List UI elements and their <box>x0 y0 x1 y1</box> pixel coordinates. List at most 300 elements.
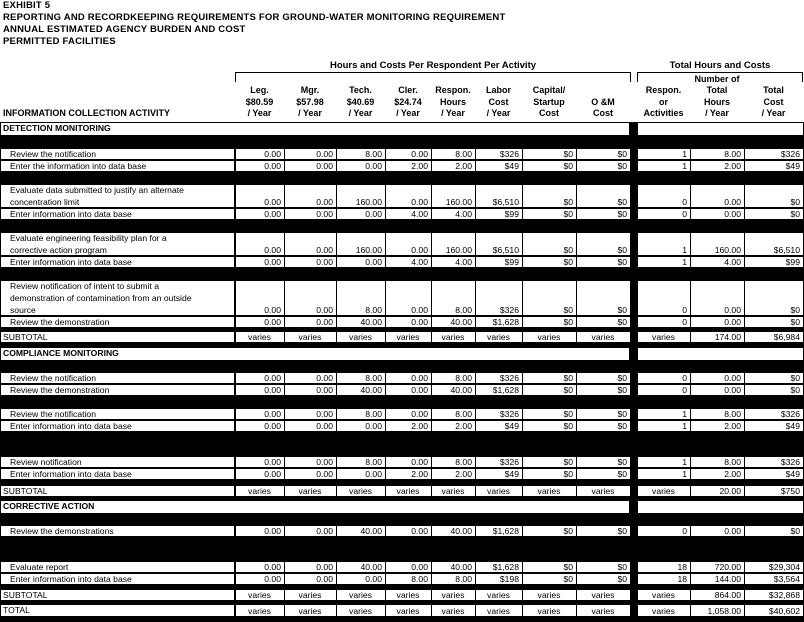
cell-respondents: 1 <box>682 149 687 159</box>
cell-om-cost: varies <box>591 332 615 342</box>
column-header-labor-cost: Labor <box>485 85 511 95</box>
cell-cler: 0.00 <box>411 305 428 315</box>
cell-labor-cost: $6,510 <box>492 197 519 207</box>
cell-capital-cost: $0 <box>563 526 573 536</box>
separator-band <box>0 220 804 232</box>
cell-total-hours: 20.00 <box>719 486 741 496</box>
cell-om-cost: $0 <box>617 149 627 159</box>
cell-respondents: varies <box>652 486 675 496</box>
cell-total-cost: $49 <box>785 421 800 431</box>
cell-capital-cost: $0 <box>563 317 573 327</box>
cell-tech: 8.00 <box>365 409 382 419</box>
cell-respondents: 0 <box>682 209 687 219</box>
activity-label: Review the demonstration <box>10 317 110 327</box>
cell-total-hours: 0.00 <box>724 197 741 207</box>
cell-leg: 0.00 <box>264 409 281 419</box>
cell-om-cost: $0 <box>617 245 627 255</box>
section-title: COMPLIANCE MONITORING <box>3 348 119 358</box>
cell-labor-cost: varies <box>487 332 510 342</box>
column-header-labor-cost: Cost <box>488 96 509 107</box>
cell-capital-cost: $0 <box>563 457 573 467</box>
cell-total-cost: $32,868 <box>768 590 800 600</box>
cell-respon-hours: 2.00 <box>455 421 472 431</box>
cell-mgr: 0.00 <box>316 317 333 327</box>
cell-capital-cost: $0 <box>563 209 573 219</box>
cell-respon-hours: 160.00 <box>445 197 472 207</box>
cell-mgr: 0.00 <box>316 245 333 255</box>
cell-respondents: 1 <box>682 245 687 255</box>
subtotal-label: SUBTOTAL <box>3 590 48 600</box>
cell-total-cost: $0 <box>790 305 800 315</box>
cell-om-cost: $0 <box>617 257 627 267</box>
activity-label: Review the notification <box>10 409 96 419</box>
cell-tech: 8.00 <box>365 149 382 159</box>
column-header-labor-cost: / Year <box>486 108 511 118</box>
cell-cler: 0.00 <box>411 526 428 536</box>
separator-band <box>0 136 804 148</box>
column-header-tech: Tech. <box>349 85 372 95</box>
cell-leg: 0.00 <box>264 373 281 383</box>
cell-total-cost: $326 <box>780 457 800 467</box>
cell-respondents: 1 <box>682 257 687 267</box>
cell-total-cost: $49 <box>785 469 800 479</box>
cell-total-hours: 720.00 <box>714 562 741 572</box>
section-header-filler <box>637 122 804 136</box>
cell-tech: 0.00 <box>365 257 382 267</box>
totals-group-header: Total Hours and Costs <box>669 60 771 71</box>
cell-cler: varies <box>396 332 420 342</box>
cell-capital-cost: $0 <box>563 409 573 419</box>
cell-total-hours: 8.00 <box>724 457 741 467</box>
column-header-capital-cost: Cost <box>539 108 559 118</box>
cell-total-cost: $49 <box>785 161 800 171</box>
column-header-leg: / Year <box>247 108 272 118</box>
cell-labor-cost: $1,628 <box>492 562 519 572</box>
cell-mgr: 0.00 <box>316 457 333 467</box>
cell-total-hours: 8.00 <box>724 409 741 419</box>
cell-labor-cost: $326 <box>499 457 519 467</box>
cell-leg: varies <box>248 332 271 342</box>
cell-mgr: 0.00 <box>316 385 333 395</box>
cell-tech: varies <box>349 332 372 342</box>
cell-respon-hours: varies <box>441 606 465 616</box>
activity-label: Enter information into data base <box>10 209 132 219</box>
cell-total-hours: 0.00 <box>724 305 741 315</box>
cell-total-cost: $750 <box>780 486 800 496</box>
cell-tech: 8.00 <box>365 305 382 315</box>
cell-om-cost: $0 <box>617 209 627 219</box>
cell-respondents: varies <box>652 590 675 600</box>
activity-column-header: INFORMATION COLLECTION ACTIVITY <box>3 108 170 118</box>
cell-om-cost: varies <box>591 606 615 616</box>
cell-om-cost: $0 <box>617 385 627 395</box>
cell-total-hours: 2.00 <box>724 161 741 171</box>
cell-total-hours: 0.00 <box>724 385 741 395</box>
cell-tech: varies <box>349 606 372 616</box>
activity-label: Evaluate engineering feasibility plan for a <box>10 233 167 243</box>
cell-leg: 0.00 <box>264 161 281 171</box>
separator-band <box>0 396 804 408</box>
cell-cler: 2.00 <box>411 469 428 479</box>
cell-labor-cost: $6,510 <box>492 245 519 255</box>
cell-tech: 0.00 <box>365 161 382 171</box>
cell-total-hours: 0.00 <box>724 209 741 219</box>
cell-mgr: 0.00 <box>316 373 333 383</box>
cell-mgr: 0.00 <box>316 257 333 267</box>
cell-mgr: varies <box>298 332 322 342</box>
column-header-total-cost: Cost <box>763 96 784 107</box>
cell-om-cost: $0 <box>617 574 627 584</box>
cell-tech: 8.00 <box>365 373 382 383</box>
cell-labor-cost: $49 <box>504 469 519 479</box>
cell-leg: 0.00 <box>264 317 281 327</box>
activity-label: Enter information into data base <box>10 257 132 267</box>
cell-total-hours: 8.00 <box>724 149 741 159</box>
cell-respondents: 0 <box>682 317 687 327</box>
separator-band <box>0 432 804 456</box>
cell-labor-cost: varies <box>487 590 510 600</box>
separator-band <box>0 172 804 184</box>
cell-om-cost: $0 <box>617 161 627 171</box>
cell-tech: 40.00 <box>360 526 382 536</box>
subtotal-label: TOTAL <box>3 605 30 615</box>
cell-respon-hours: varies <box>441 332 465 342</box>
cell-tech: 40.00 <box>360 317 382 327</box>
cell-total-hours: 174.00 <box>714 332 741 342</box>
cell-total-hours: 2.00 <box>724 421 741 431</box>
cell-tech: 0.00 <box>365 469 382 479</box>
cell-leg: varies <box>248 486 271 496</box>
cell-leg: 0.00 <box>264 197 281 207</box>
cell-leg: varies <box>248 606 271 616</box>
cell-cler: 0.00 <box>411 245 428 255</box>
column-header-cler: Cler. <box>398 85 418 95</box>
cell-cler: 4.00 <box>411 209 428 219</box>
cell-cler: 2.00 <box>411 421 428 431</box>
column-header-mgr: / Year <box>298 108 322 118</box>
cell-total-cost: $0 <box>790 526 800 536</box>
section-header-filler <box>637 500 804 514</box>
cell-tech: 160.00 <box>355 197 382 207</box>
activity-label: corrective action program <box>10 245 107 255</box>
cell-om-cost: $0 <box>617 373 627 383</box>
cell-capital-cost: $0 <box>563 305 573 315</box>
cell-respondents: 18 <box>677 562 687 572</box>
cell-labor-cost: varies <box>487 486 510 496</box>
cell-om-cost: varies <box>591 486 615 496</box>
cell-respon-hours: 8.00 <box>455 149 472 159</box>
cell-om-cost: $0 <box>617 421 627 431</box>
activity-label: source <box>10 305 36 315</box>
column-header-tech: $40.69 <box>346 96 375 107</box>
cell-total-cost: $0 <box>790 317 800 327</box>
cell-labor-cost: varies <box>487 606 510 616</box>
cell-om-cost: $0 <box>617 197 627 207</box>
cell-leg: 0.00 <box>264 305 281 315</box>
section-header-row <box>0 500 630 514</box>
cell-respon-hours: 8.00 <box>455 457 472 467</box>
cell-om-cost: $0 <box>617 305 627 315</box>
cell-respon-hours: 4.00 <box>455 257 472 267</box>
cell-respon-hours: 160.00 <box>445 245 472 255</box>
cell-total-hours: 144.00 <box>714 574 741 584</box>
cell-respon-hours: 40.00 <box>450 562 472 572</box>
cell-respon-hours: 8.00 <box>455 574 472 584</box>
cell-om-cost: $0 <box>617 526 627 536</box>
cell-respon-hours: 8.00 <box>455 409 472 419</box>
column-header-total-hours: Number of <box>694 73 740 84</box>
exhibit-number: EXHIBIT 5 <box>3 0 51 11</box>
section-title: DETECTION MONITORING <box>3 123 111 133</box>
cell-labor-cost: $326 <box>499 409 519 419</box>
cell-labor-cost: $1,628 <box>492 526 519 536</box>
cell-respon-hours: 2.00 <box>455 469 472 479</box>
cell-capital-cost: $0 <box>563 245 573 255</box>
column-header-total-hours: Hours <box>703 96 730 107</box>
per-respondent-bracket <box>235 72 631 82</box>
cell-respondents: 0 <box>682 197 687 207</box>
cell-respon-hours: 4.00 <box>455 209 472 219</box>
cell-respondents: 1 <box>682 457 687 467</box>
cell-total-cost: $0 <box>790 373 800 383</box>
cell-respondents: varies <box>652 332 675 342</box>
column-header-respondents: Respon. <box>645 85 682 95</box>
cell-respondents: 0 <box>682 526 687 536</box>
cell-capital-cost: $0 <box>563 149 573 159</box>
cell-leg: 0.00 <box>264 209 281 219</box>
column-header-capital-cost: Startup <box>533 96 565 107</box>
column-header-leg: Leg. <box>250 85 269 95</box>
separator-band <box>0 514 804 525</box>
facility-type: PERMITTED FACILITIES <box>3 36 116 47</box>
column-header-total-hours: Total <box>706 85 728 95</box>
cell-respondents: 18 <box>677 574 687 584</box>
column-header-mgr: $57.98 <box>296 96 324 107</box>
cell-mgr: 0.00 <box>316 574 333 584</box>
cell-cler: 0.00 <box>411 457 428 467</box>
section-header-filler <box>637 347 804 361</box>
separator-band <box>0 268 804 280</box>
cell-capital-cost: varies <box>537 486 561 496</box>
cell-mgr: varies <box>298 486 322 496</box>
report-title: REPORTING AND RECORDKEEPING REQUIREMENTS FOR GROUND-WATER MONITORING REQUIREMENT <box>3 12 506 23</box>
cell-total-hours: 0.00 <box>724 526 741 536</box>
cell-mgr: 0.00 <box>316 409 333 419</box>
column-header-respon-hours: / Year <box>441 108 465 118</box>
cell-respon-hours: 8.00 <box>455 373 472 383</box>
subtotal-label: SUBTOTAL <box>3 486 48 496</box>
cell-respon-hours: 40.00 <box>450 526 472 536</box>
cell-capital-cost: $0 <box>563 197 573 207</box>
cell-cler: 4.00 <box>411 257 428 267</box>
cell-respondents: varies <box>652 606 675 616</box>
activity-label: Review notification of intent to submit a <box>10 281 160 291</box>
column-header-respondents: or <box>659 96 668 107</box>
report-subtitle: ANNUAL ESTIMATED AGENCY BURDEN AND COST <box>3 24 246 35</box>
cell-mgr: 0.00 <box>316 469 333 479</box>
cell-respondents: 0 <box>682 373 687 383</box>
column-header-leg: $80.59 <box>245 96 274 107</box>
cell-total-hours: 0.00 <box>724 317 741 327</box>
cell-total-cost: $0 <box>790 209 800 219</box>
cell-leg: 0.00 <box>264 421 281 431</box>
cell-total-hours: 864.00 <box>714 590 741 600</box>
cell-labor-cost: $326 <box>499 149 519 159</box>
cell-tech: 160.00 <box>355 245 382 255</box>
cell-mgr: 0.00 <box>316 161 333 171</box>
cell-tech: 40.00 <box>360 562 382 572</box>
cell-om-cost: $0 <box>617 317 627 327</box>
cell-cler: 0.00 <box>411 317 428 327</box>
subtotal-row <box>0 604 235 617</box>
column-header-respon-hours: Respon. <box>435 85 471 95</box>
cell-capital-cost: $0 <box>563 469 573 479</box>
cell-mgr: 0.00 <box>316 562 333 572</box>
subtotal-label: SUBTOTAL <box>3 332 48 342</box>
cell-total-cost: $29,304 <box>768 562 800 572</box>
cell-mgr: 0.00 <box>316 209 333 219</box>
cell-leg: 0.00 <box>264 469 281 479</box>
cell-labor-cost: $1,628 <box>492 317 519 327</box>
cell-tech: varies <box>349 590 372 600</box>
cell-mgr: varies <box>298 606 322 616</box>
cell-mgr: 0.00 <box>316 197 333 207</box>
cell-labor-cost: $326 <box>499 305 519 315</box>
cell-labor-cost: $198 <box>499 574 519 584</box>
cell-total-hours: 160.00 <box>714 245 741 255</box>
activity-label: Review the demonstration <box>10 385 110 395</box>
cell-leg: varies <box>248 590 271 600</box>
cell-tech: 40.00 <box>360 385 382 395</box>
activity-label: Enter the information into data base <box>10 161 147 171</box>
cell-cler: 0.00 <box>411 562 428 572</box>
cell-capital-cost: varies <box>537 332 561 342</box>
column-header-om-cost: O &M <box>591 96 615 107</box>
cell-total-cost: $99 <box>785 257 800 267</box>
cell-cler: 0.00 <box>411 385 428 395</box>
activity-label: Review the notification <box>10 149 96 159</box>
cell-labor-cost: $99 <box>504 209 519 219</box>
cell-respon-hours: varies <box>441 486 465 496</box>
cell-total-hours: 0.00 <box>724 373 741 383</box>
separator-band <box>0 617 804 622</box>
activity-label: Review the demonstrations <box>10 526 114 536</box>
cell-total-cost: $6,984 <box>773 332 800 342</box>
cell-leg: 0.00 <box>264 526 281 536</box>
cell-capital-cost: varies <box>537 606 561 616</box>
activity-label: Enter information into data base <box>10 421 132 431</box>
cell-capital-cost: $0 <box>563 161 573 171</box>
cell-total-cost: $326 <box>780 149 800 159</box>
cell-capital-cost: $0 <box>563 257 573 267</box>
cell-labor-cost: $49 <box>504 161 519 171</box>
cell-respondents: 1 <box>682 469 687 479</box>
activity-label: Evaluate data submitted to justify an alternate <box>10 185 184 195</box>
activity-label: concentration limit <box>10 197 80 207</box>
cell-labor-cost: $1,628 <box>492 385 519 395</box>
cell-om-cost: varies <box>591 590 615 600</box>
cell-respondents: 1 <box>682 409 687 419</box>
cell-cler: varies <box>396 606 420 616</box>
column-header-tech: / Year <box>348 108 373 118</box>
column-header-respon-hours: Hours <box>439 96 466 107</box>
cell-cler: 8.00 <box>411 574 428 584</box>
cell-total-cost: $0 <box>790 197 800 207</box>
cell-tech: 0.00 <box>365 421 382 431</box>
cell-cler: varies <box>396 590 420 600</box>
activity-label: demonstration of contamination from an outside <box>10 293 192 303</box>
cell-respon-hours: varies <box>441 590 465 600</box>
cell-om-cost: $0 <box>617 409 627 419</box>
cell-labor-cost: $49 <box>504 421 519 431</box>
cell-mgr: 0.00 <box>316 149 333 159</box>
cell-total-cost: $6,510 <box>773 245 800 255</box>
cell-mgr: 0.00 <box>316 421 333 431</box>
cell-leg: 0.00 <box>264 562 281 572</box>
cell-tech: 0.00 <box>365 574 382 584</box>
cell-respondents: 1 <box>682 421 687 431</box>
cell-cler: 0.00 <box>411 197 428 207</box>
activity-label: Enter information into data base <box>10 574 132 584</box>
cell-mgr: 0.00 <box>316 526 333 536</box>
cell-respon-hours: 2.00 <box>455 161 472 171</box>
cell-om-cost: $0 <box>617 469 627 479</box>
cell-total-cost: $326 <box>780 409 800 419</box>
cell-om-cost: $0 <box>617 457 627 467</box>
column-header-total-hours: / Year <box>705 108 729 118</box>
cell-labor-cost: $99 <box>504 257 519 267</box>
column-header-mgr: Mgr. <box>300 85 320 95</box>
column-header-total-cost: Total <box>763 85 784 95</box>
cell-respon-hours: 40.00 <box>450 317 472 327</box>
activity-label: Evaluate report <box>10 562 69 572</box>
cell-cler: 0.00 <box>411 409 428 419</box>
cell-total-hours: 4.00 <box>724 257 741 267</box>
cell-leg: 0.00 <box>264 245 281 255</box>
cell-om-cost: $0 <box>617 562 627 572</box>
cell-leg: 0.00 <box>264 385 281 395</box>
section-title: CORRECTIVE ACTION <box>3 501 95 511</box>
cell-capital-cost: $0 <box>563 562 573 572</box>
cell-respon-hours: 8.00 <box>455 305 472 315</box>
column-header-respondents: Activities <box>643 108 684 118</box>
column-header-capital-cost: Capital/ <box>532 85 566 95</box>
column-header-cler: $24.74 <box>394 96 422 107</box>
cell-respondents: 1 <box>682 161 687 171</box>
activity-label: Enter information into data base <box>10 469 132 479</box>
cell-cler: varies <box>396 486 420 496</box>
separator-band <box>0 361 804 372</box>
activity-label: Review notification <box>10 457 82 467</box>
cell-mgr: varies <box>298 590 322 600</box>
cell-total-cost: $0 <box>790 385 800 395</box>
cell-respon-hours: 40.00 <box>450 385 472 395</box>
column-header-cler: / Year <box>396 108 420 118</box>
cell-capital-cost: $0 <box>563 385 573 395</box>
separator-band <box>0 537 804 561</box>
cell-leg: 0.00 <box>264 457 281 467</box>
per-respondent-group-header: Hours and Costs Per Respondent Per Activity <box>329 60 537 71</box>
cell-tech: varies <box>349 486 372 496</box>
cell-total-cost: $40,602 <box>768 606 800 616</box>
cell-capital-cost: $0 <box>563 574 573 584</box>
cell-capital-cost: varies <box>537 590 561 600</box>
cell-capital-cost: $0 <box>563 421 573 431</box>
cell-leg: 0.00 <box>264 574 281 584</box>
cell-leg: 0.00 <box>264 257 281 267</box>
cell-tech: 0.00 <box>365 209 382 219</box>
column-header-om-cost: Cost <box>593 108 613 118</box>
